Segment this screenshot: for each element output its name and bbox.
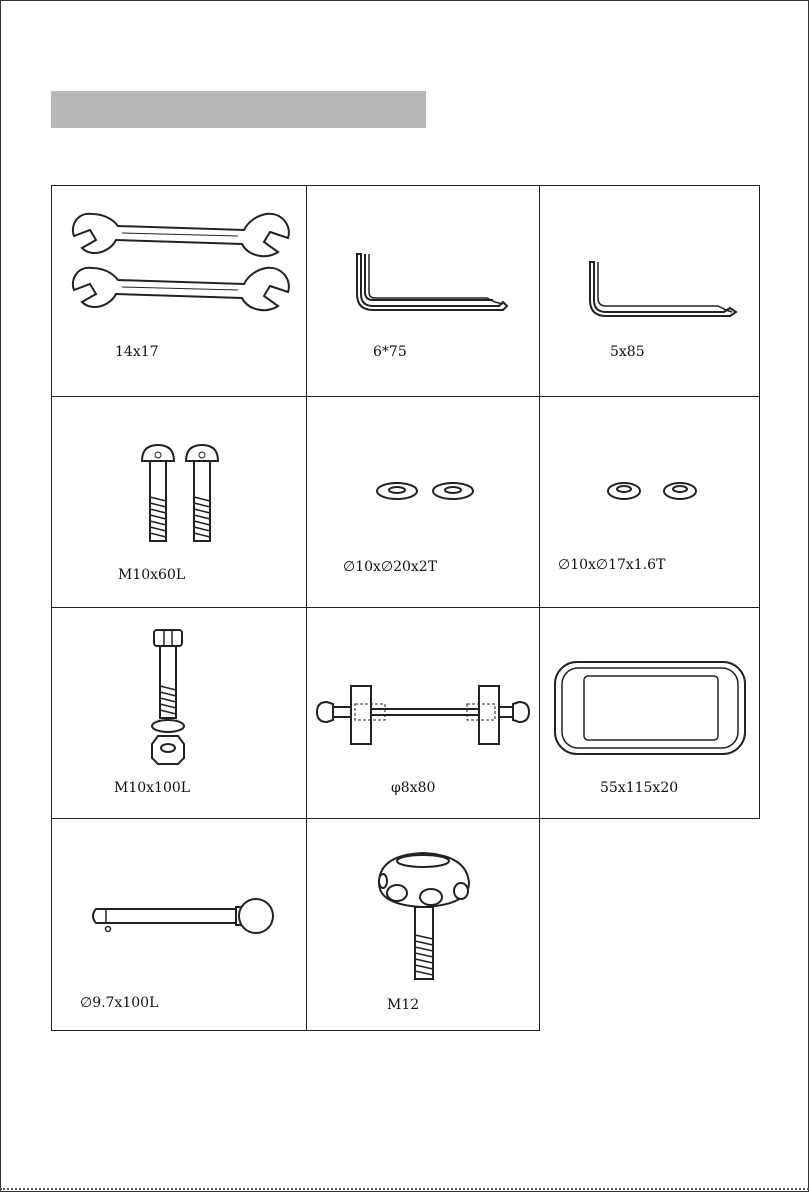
part-label: ∅9.7x100L [80,995,159,1011]
part-cell-hex-bolt [51,607,307,819]
allen-key-icon [540,186,761,398]
part-cell-flat-washer [306,396,540,608]
knob-bolt-icon [307,819,541,1032]
page-bottom-rule [0,1188,809,1190]
part-cell-axle-rod [306,607,540,819]
double-open-end-wrench-icon [52,186,308,398]
part-cell-button-bolt [51,396,307,608]
part-cell-spring-washer [539,396,760,608]
part-cell-allen-key-5 [539,185,760,397]
part-label: M10x60L [118,567,186,583]
part-label: ∅10x∅17x1.6T [558,557,666,573]
part-label: ∅10x∅20x2T [343,559,438,575]
part-cell-allen-key-6 [306,185,540,397]
part-label: 5x85 [610,344,645,360]
part-label: M12 [387,997,420,1013]
flat-washer-icon [307,397,541,609]
section-header-bar [51,91,426,128]
part-label: 6*75 [373,344,407,360]
part-cell-pop-pin [51,818,307,1031]
part-cell-wrench [51,185,307,397]
part-cell-rubber-pad [539,607,760,819]
part-label: M10x100L [114,780,191,796]
spring-washer-icon [540,397,761,609]
allen-key-icon [307,186,541,398]
part-cell-knob-bolt [306,818,540,1031]
part-label: 55x115x20 [600,780,679,796]
part-label: 14x17 [115,344,159,360]
part-label: φ8x80 [391,780,436,796]
